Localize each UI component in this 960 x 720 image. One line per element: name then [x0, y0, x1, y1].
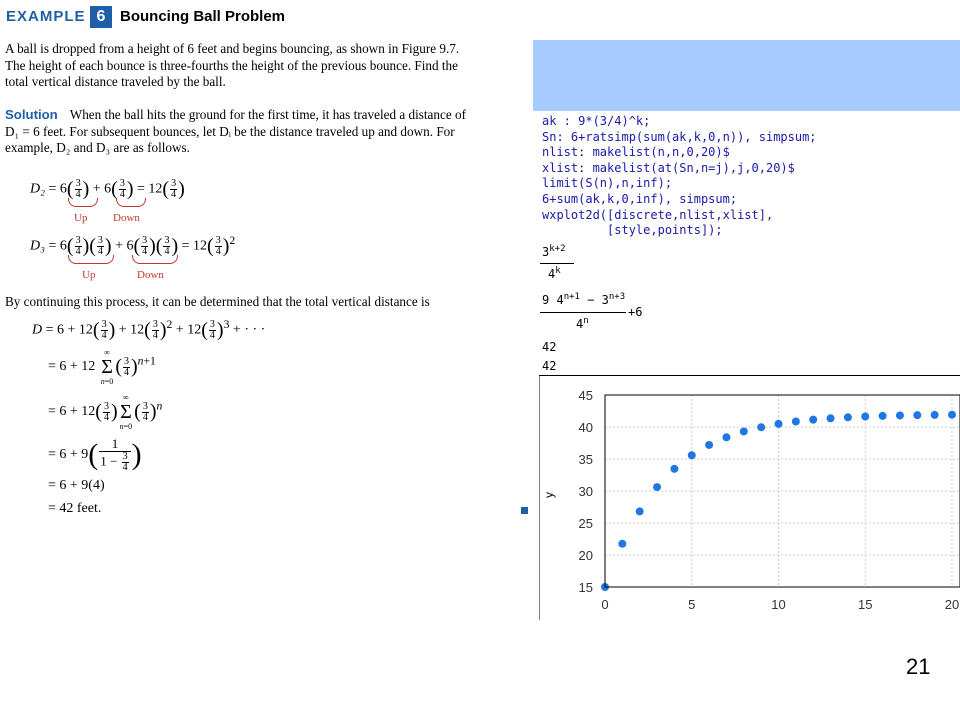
equation-line-d: = 6 + 9( 1 1 − $\frac{3}{4}$ ): [48, 436, 142, 473]
data-point: [879, 412, 887, 420]
down-label: Down: [113, 212, 140, 224]
down-brace: [116, 198, 146, 207]
y-tick-label: 40: [578, 420, 593, 435]
equation-line-e: = 6 + 9(4): [48, 478, 105, 493]
page-number: 21: [906, 654, 931, 679]
x-tick-label: 5: [688, 597, 696, 612]
d-lhs: D: [32, 322, 43, 338]
x-tick-label: 10: [771, 597, 786, 612]
data-point: [688, 451, 696, 459]
output-1-denominator: 4$^k$: [548, 266, 561, 281]
maxima-input-highlight: [533, 40, 960, 111]
y-tick-label: 25: [578, 516, 593, 531]
y-tick-label: 35: [578, 452, 593, 467]
equation-line-b: = 6 + 12 ∞ Σ n=0( $\frac{3}{4}$ )$^{n+1}$: [48, 348, 156, 386]
example-number: 6: [90, 6, 112, 28]
solution-text: [5, 107, 535, 157]
data-point: [636, 507, 644, 515]
code-line: xlist: makelist(at(Sn,n=j),j,0,20)$: [542, 160, 795, 175]
continuing-text: By continuing this process, it can be determined that the total vertical distance is: [5, 294, 430, 309]
down-label: Down: [137, 269, 164, 281]
data-point: [931, 411, 939, 419]
output-2-fraction-bar: [540, 312, 626, 313]
up-brace: [68, 255, 114, 264]
code-line: ak : 9*(3/4)^k;: [542, 114, 651, 128]
example-label: EXAMPLE: [6, 8, 86, 25]
data-point: [896, 411, 904, 419]
data-point: [775, 420, 783, 428]
equation-d-series: D = 6 + 12( $\frac{3}{4}$ ) + 12( $\frac{3}{4}$ )$^2$ + 12( $\frac{3}{4}$ )$^3$ + · · ·: [32, 318, 266, 341]
problem-line: The height of each bounce is three-fourths the height of the previous bounce. Find the: [5, 57, 459, 73]
code-line: 6+sum(ak,k,0,inf), simpsum;: [542, 191, 738, 206]
y-tick-label: 15: [578, 580, 593, 595]
x-tick-label: 15: [858, 597, 873, 612]
data-point: [827, 414, 835, 422]
y-axis-label: y: [542, 492, 556, 498]
y-tick-label: 20: [578, 548, 593, 563]
example-header: [0, 4, 530, 28]
scatter-plot: [539, 375, 960, 620]
maxima-code[interactable]: [542, 114, 817, 239]
data-point: [792, 417, 800, 425]
output-2-denominator: 4$^n$: [576, 316, 589, 331]
solution-label: Solution: [5, 107, 58, 122]
x-tick-label: 20: [944, 597, 960, 612]
solution-line: example, D₂ and D₃ are as follows.: [5, 140, 190, 155]
data-point: [844, 413, 852, 421]
solution-line: D₁ = 6 feet. For subsequent bounces, let Dᵢ be the distance traveled up and down. For: [5, 123, 455, 139]
problem-statement: [5, 41, 535, 91]
output-2-plus: +6: [628, 305, 643, 319]
data-point: [722, 433, 730, 441]
output-1-numerator: $3^{k+2}$: [542, 244, 566, 259]
data-point: [670, 465, 678, 473]
down-brace: [132, 255, 178, 264]
data-point: [809, 416, 817, 424]
example-title: Bouncing Ball Problem: [120, 8, 286, 25]
equation-d2: D₂ = 6( $\frac{3}{4}$ ) + 6( $\frac{3}{4}$ ) = 12( $\frac{3}{4}$ ): [30, 178, 185, 200]
output-2-numerator: 9 $4^{n+1} - 3^{n+3}$: [542, 292, 626, 307]
y-tick-label: 30: [578, 484, 593, 499]
code-line: nlist: makelist(n,n,0,20)$: [542, 145, 730, 160]
output-4: 42: [542, 359, 557, 373]
code-line: Sn: 6+ratsimp(sum(ak,k,0,n)), simpsum;: [542, 129, 817, 144]
solution-line: When the ball hits the ground for the first time, it has traveled a distance of: [69, 107, 466, 122]
data-point: [913, 411, 921, 419]
d3-lhs: D₃: [30, 238, 45, 254]
end-of-example-mark: [521, 507, 528, 514]
data-point: [653, 483, 661, 491]
y-tick-label: 45: [578, 388, 593, 403]
data-point: [948, 411, 956, 419]
equation-line-f: = 42 feet.: [48, 501, 102, 516]
data-point: [861, 413, 869, 421]
output-3: 42: [542, 340, 557, 354]
output-1-fraction-bar: [540, 263, 574, 264]
code-line: [style,points]);: [542, 223, 723, 238]
problem-line: A ball is dropped from a height of 6 feet and begins bouncing, as shown in Figure 9.7.: [5, 41, 460, 56]
data-point: [740, 427, 748, 435]
code-line: limit(S(n),n,inf);: [542, 176, 673, 191]
d2-lhs: D₂: [30, 181, 45, 197]
problem-line: total vertical distance traveled by the ball.: [5, 74, 226, 89]
up-label: Up: [74, 212, 88, 224]
code-line: wxplot2d([discrete,nlist,xlist],: [542, 207, 774, 222]
data-point: [757, 423, 765, 431]
data-point: [705, 441, 713, 449]
up-label: Up: [82, 269, 96, 281]
equation-d3: D₃ = 6( $\frac{3}{4}$ )( $\frac{3}{4}$ ) + 6( $\frac{3}{4}$ )( $\frac{3}{4}$ ) = 12( $\frac{3}{4}$ )$^2$: [30, 234, 236, 257]
data-point: [618, 540, 626, 548]
x-tick-label: 0: [601, 597, 609, 612]
up-brace: [68, 198, 98, 207]
equation-line-c: = 6 + 12( $\frac{3}{4}$ )∞ Σ n=0( $\frac{3}{4}$ )$^n$: [48, 393, 163, 431]
